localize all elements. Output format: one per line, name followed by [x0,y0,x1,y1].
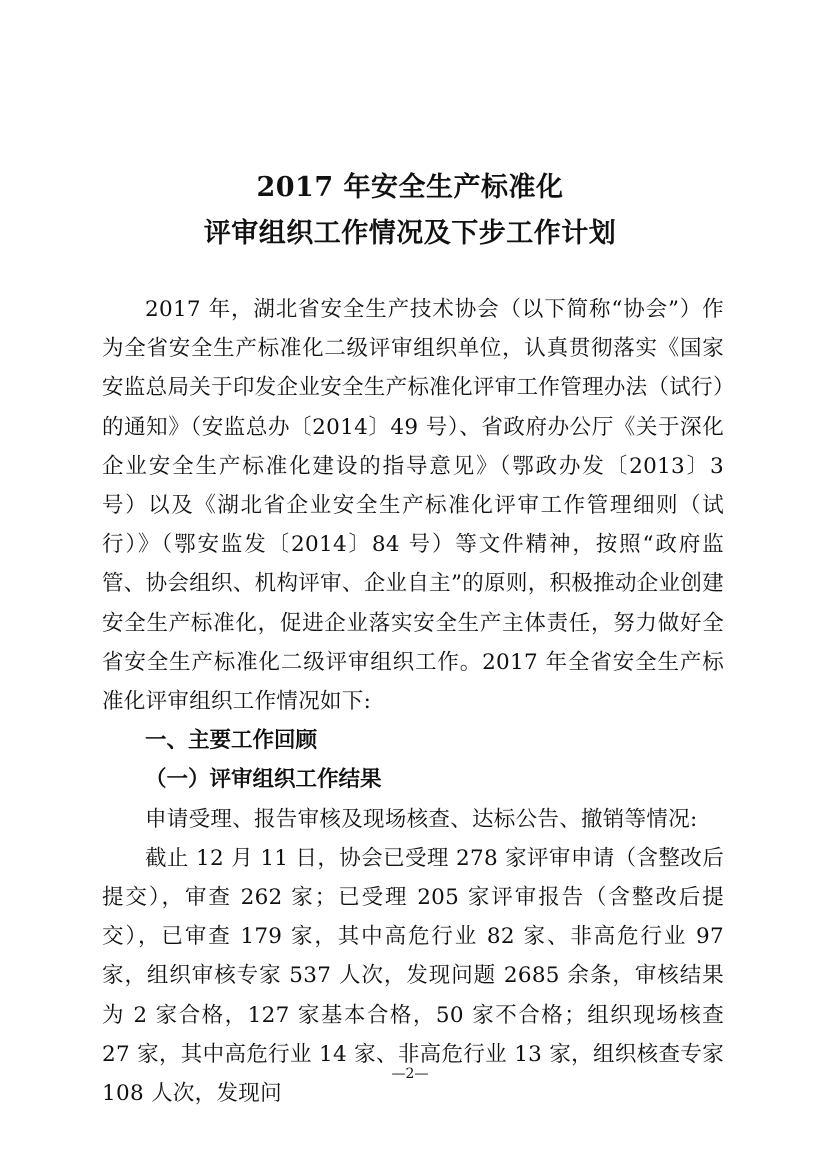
page-number: —2— [391,1066,429,1082]
document-title-line-2: 评审组织工作情况及下步工作计划 [203,218,617,249]
document-body [102,290,724,1113]
subsection-heading-1: （一）评审组织工作结果 [145,767,382,793]
paragraph-overview: 申请受理、报告审核及现场核查、达标公告、撤销等情况: [145,806,698,832]
intro-paragraph: 2017 年，湖北省安全生产技术协会（以下简称“协会”）作为全省安全生产标准化二级评审组织单位，认真贯彻落实《国家安监总局关于印发企业安全生产标准化评审工作管理办法（试行）的通知》（安监总办〔2014〕49 号）、省政府办公厅《关于深化企业安全生产标准化建设的指导意见》（鄂政办发〔2013〕3 号）以及《湖北省企业安全生产标准化评审工作管理细则（试行）》（鄂安监发〔2014〕84 号）等文件精神，按照“政府监管、协会组织、机构评审、企业自主”的原则，积极推动企业创建安全生产标准化，促进企业落实安全生产主体责任，努力做好全省安全生产标准化二级评审组织工作。2017 年全省安全生产标准化评审组织工作情况如下: [102,297,724,715]
document-title-line-1: 2017 年安全生产标准化 [256,172,564,203]
paragraph-statistics: 截止 12 月 11 日，协会已受理 278 家评审申请（含整改后提交），审查 262 家；已受理 205 家评审报告（含整改后提交），已审查 179 家，其中高危行业 82 家、非高危行业 97 家，组织审核专家 537 人次，发现问题 2685 余条，审核结果为 2 家合格，127 家基本合格，50 家不合格；组织现场核查 27 家，其中高危行业 14 家、非高危行业 13 家，组织核查专家 108 人次，发现问 [102,845,724,1107]
section-heading-1: 一、主要工作回顾 [145,728,318,754]
